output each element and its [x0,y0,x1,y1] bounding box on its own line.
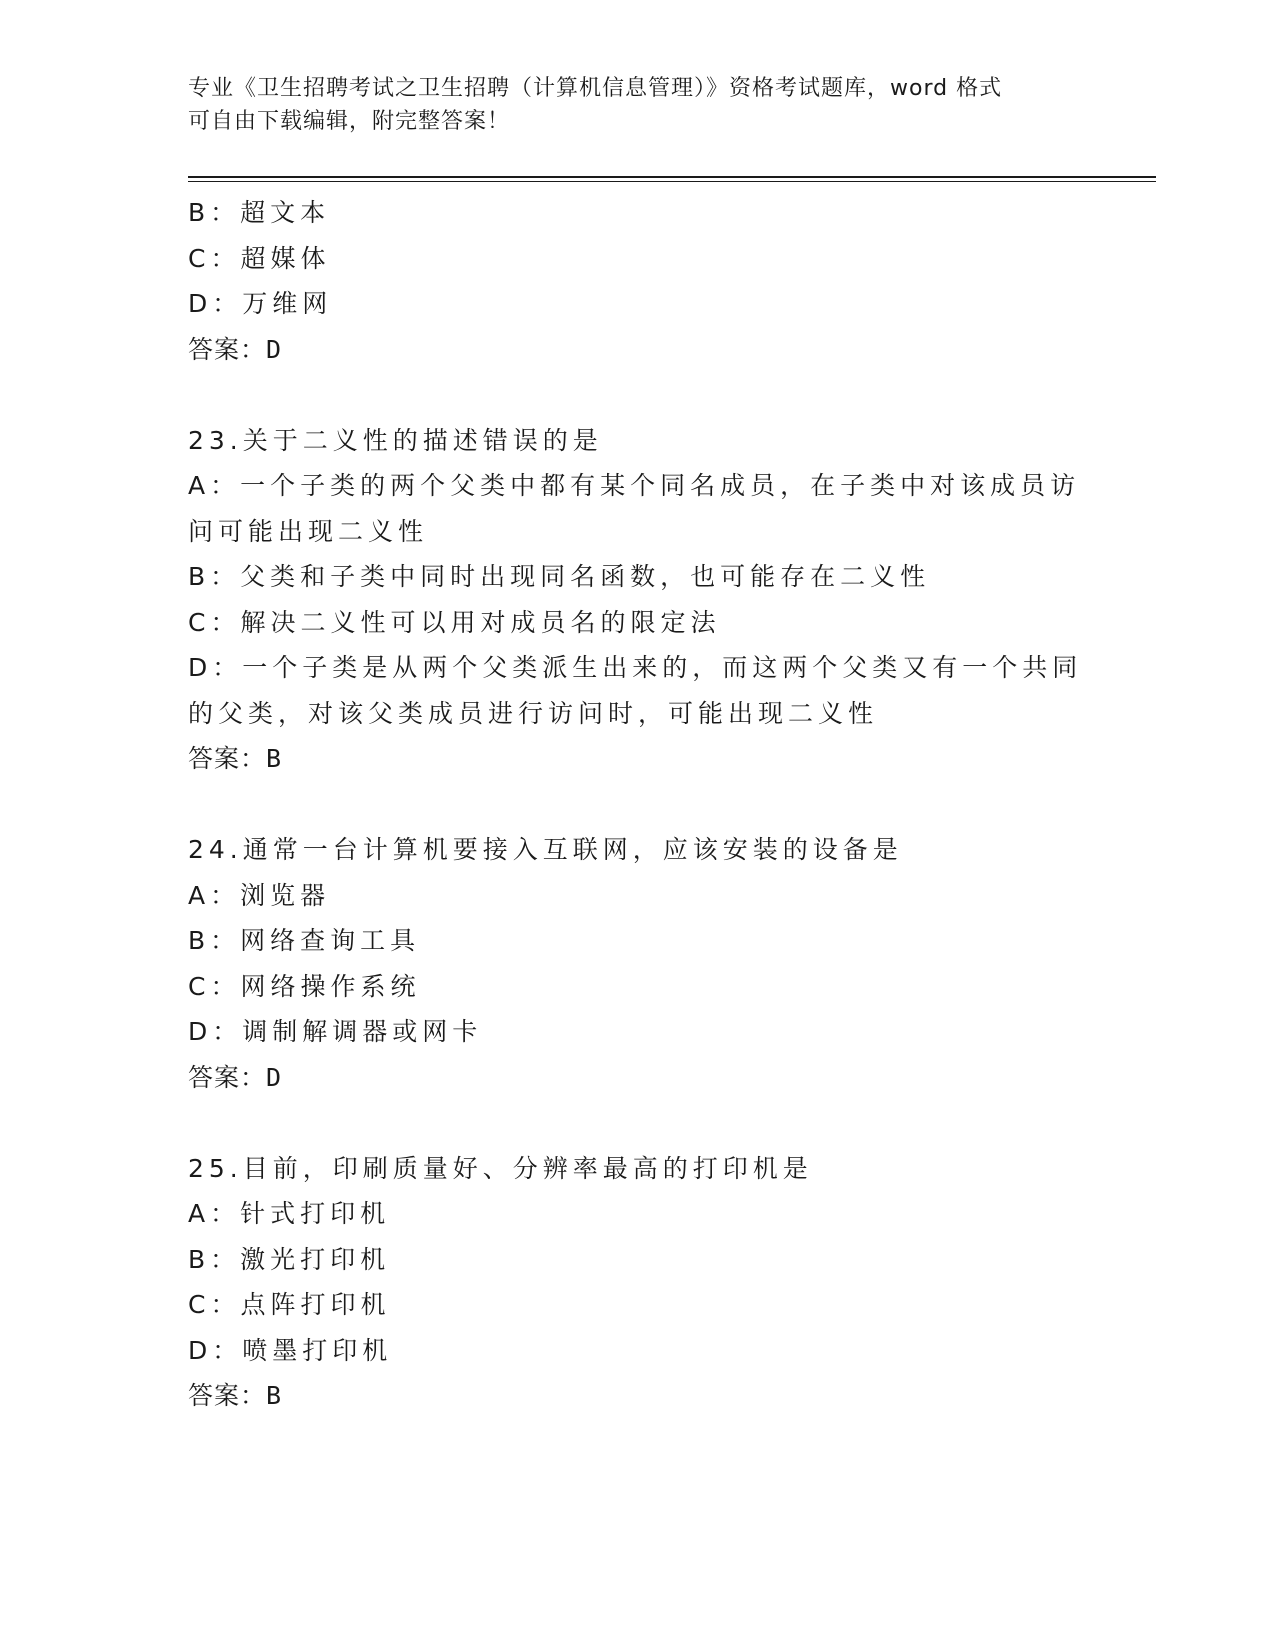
option-b: B：父类和子类中同时出现同名函数，也可能存在二义性 [188,562,931,591]
option-c: C：解决二义性可以用对成员名的限定法 [188,607,721,637]
question-stem: 23.关于二义性的描述错误的是 [188,425,603,455]
answer-value: D [266,334,283,364]
option-b: B：超文本 [188,198,331,227]
header-rule-thick [188,176,1156,178]
question-22-continued [188,190,1088,372]
header-line-1: 专业《卫生招聘考试之卫生招聘（计算机信息管理）》资格考试题库，word 格式 [188,76,1003,101]
option-c: C：超媒体 [188,243,331,273]
header-line-2: 可自由下载编辑，附完整答案！ [188,109,511,134]
option-d: D：一个子类是从两个父类派生出来的，而这两个父类又有一个共同的父类，对该父类成员进行访问时，可能出现二义性 [188,653,1083,728]
question-stem: 24.通常一台计算机要接入互联网，应该安装的设备是 [188,835,903,864]
question-23 [188,418,1088,782]
question-stem: 25.目前，印刷质量好、分辨率最高的打印机是 [188,1153,813,1183]
option-d: D：喷墨打印机 [188,1335,393,1365]
header-rule-thin [188,181,1156,182]
option-c: C：网络操作系统 [188,971,421,1001]
document-header [188,72,1088,138]
option-b: B：激光打印机 [188,1244,391,1274]
answer-line [188,327,1088,373]
answer-line [188,1055,1088,1101]
option-d: D：万维网 [188,289,333,318]
answer-label: 答案： [188,1062,267,1092]
answer-value: B [266,1381,283,1410]
answer-label: 答案： [188,1381,267,1410]
question-25 [188,1146,1088,1419]
option-d: D：调制解调器或网卡 [188,1017,483,1046]
option-a: A：浏览器 [188,880,331,910]
answer-label: 答案： [188,744,267,773]
answer-value: D [266,1062,283,1092]
option-b: B：网络查询工具 [188,926,421,955]
option-a: A：一个子类的两个父类中都有某个同名成员，在子类中对该成员访问可能出现二义性 [188,471,1081,546]
question-24 [188,827,1088,1100]
option-c: C：点阵打印机 [188,1290,391,1319]
answer-value: B [266,744,283,773]
question-list [188,190,1088,1419]
answer-line [188,736,1088,782]
answer-line [188,1373,1088,1419]
option-a: A：针式打印机 [188,1199,391,1228]
answer-label: 答案： [188,334,267,364]
